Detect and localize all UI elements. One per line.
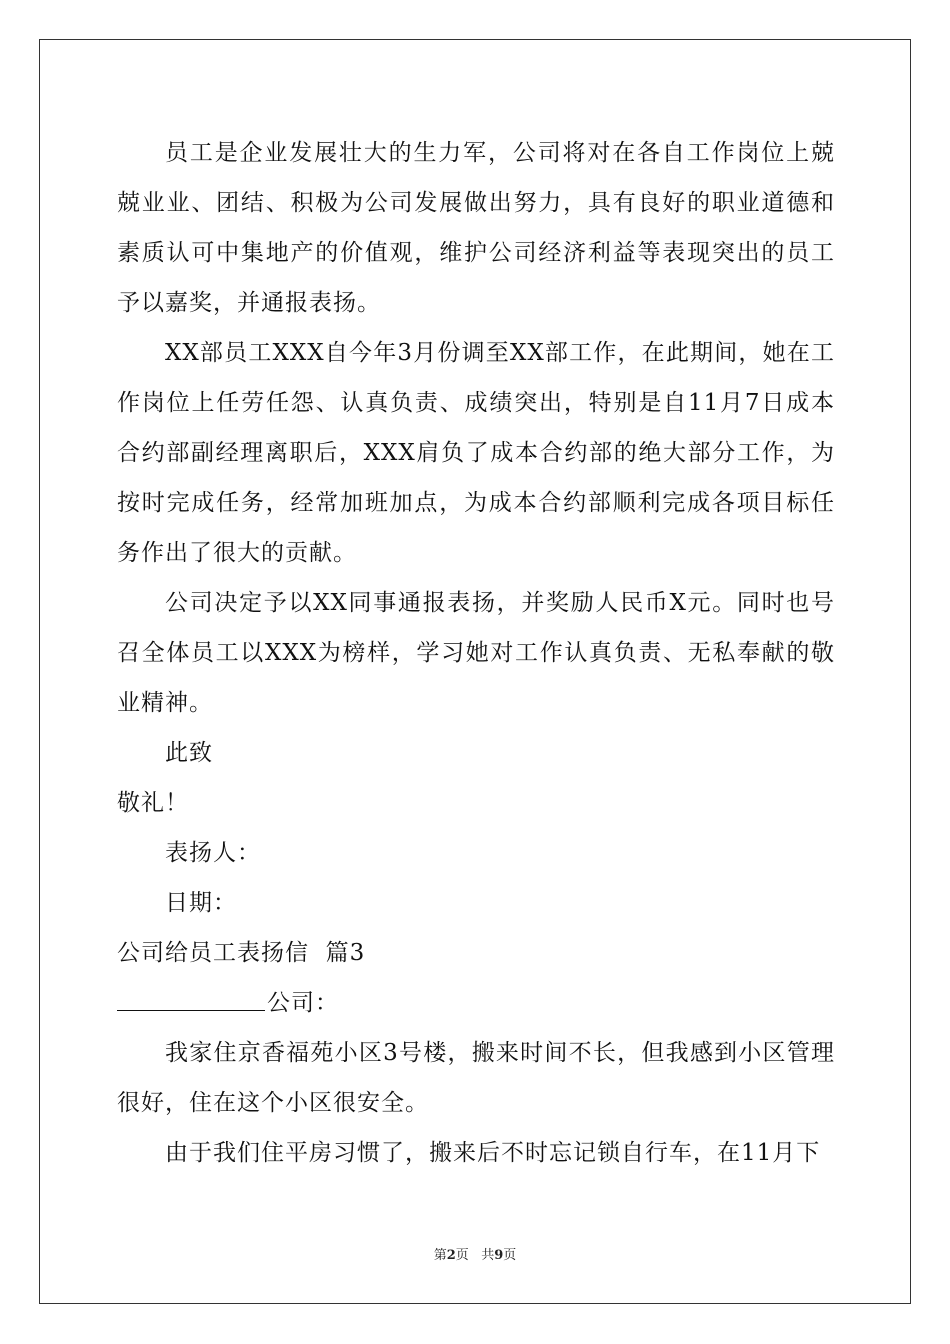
page-current: 2 bbox=[446, 1248, 456, 1263]
page-mid: 页 共 bbox=[455, 1248, 495, 1263]
closing-line: 此致 bbox=[165, 740, 213, 766]
section-title: 公司给员工表扬信 篇3 bbox=[117, 940, 366, 966]
paragraph-5: 由于我们住平房习惯了，搬来后不时忘记锁自行车，在11月下 bbox=[165, 1140, 821, 1166]
paragraph-3: 公司决定予以XX同事通报表扬，并奖励人民币X元。同时也号召全体员工以XXX为榜样，学习她对工作认真负责、无私奉献的敬业精神。 bbox=[117, 590, 835, 716]
paragraph-1: 员工是企业发展壮大的生力军，公司将对在各自工作岗位上兢兢业业、团结、积极为公司发展做出努力，具有良好的职业道德和素质认可中集地产的价值观，维护公司经济利益等表现突出的员工予以嘉奖，并通报表扬。 bbox=[117, 140, 835, 316]
page-prefix: 第 bbox=[433, 1248, 447, 1263]
document-body bbox=[117, 128, 835, 1178]
page-footer bbox=[0, 1244, 950, 1263]
date-label: 日期： bbox=[165, 890, 237, 916]
signer-label: 表扬人： bbox=[165, 840, 261, 866]
recipient-line bbox=[117, 978, 835, 1028]
page-suffix: 页 bbox=[503, 1248, 517, 1263]
paragraph-2: XX部员工XXX自今年3月份调至XX部工作，在此期间，她在工作岗位上任劳任怨、认真负责、成绩突出，特别是自11月7日成本合约部副经理离职后，XXX肩负了成本合约部的绝大部分工作，为按时完成任务，经常加班加点，为成本合约部顺利完成各项目标任务作出了很大的贡献。 bbox=[117, 340, 835, 566]
recipient-blank bbox=[117, 978, 265, 1011]
page-total: 9 bbox=[494, 1248, 504, 1263]
recipient-suffix: 公司： bbox=[267, 990, 339, 1016]
paragraph-4: 我家住京香福苑小区3号楼，搬来时间不长，但我感到小区管理很好，住在这个小区很安全。 bbox=[117, 1040, 835, 1116]
salute-line: 敬礼！ bbox=[117, 790, 189, 816]
